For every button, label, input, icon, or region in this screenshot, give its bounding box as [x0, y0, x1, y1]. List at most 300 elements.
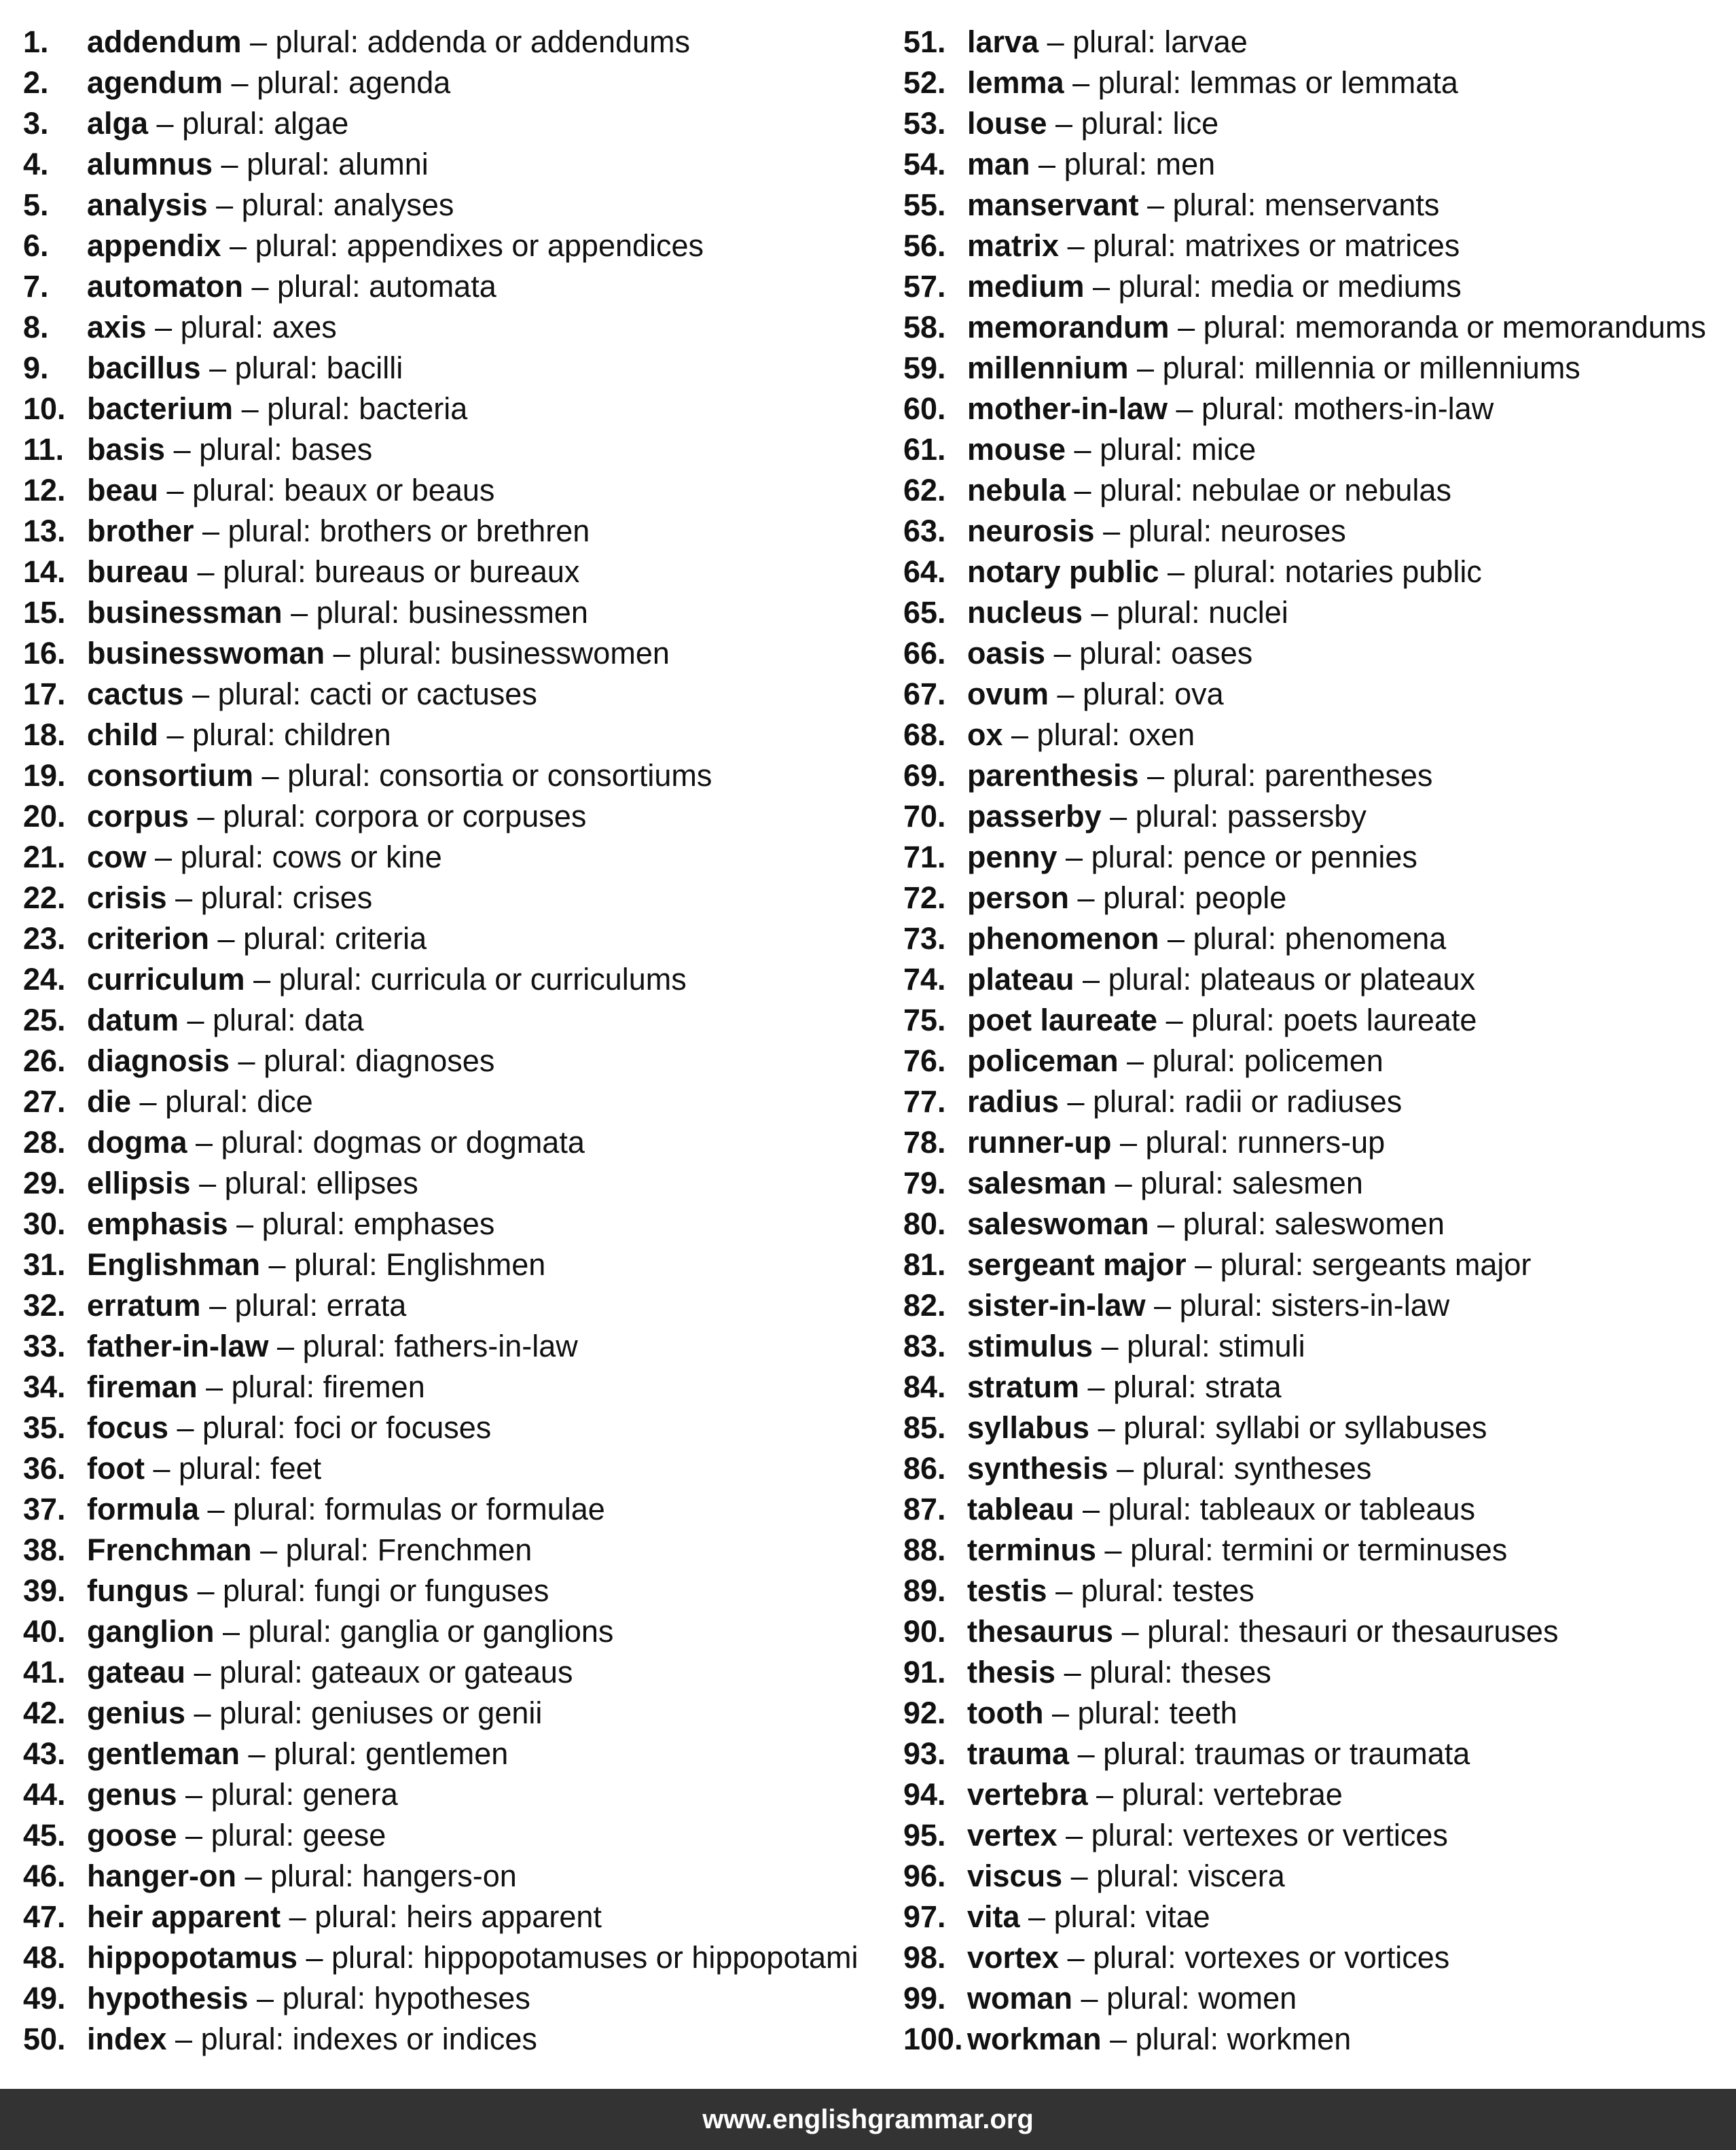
plural-separator: – plural: [1159, 554, 1285, 589]
plural-form: consortia or consortiums [379, 758, 712, 793]
item-text [87, 1489, 605, 1530]
plural-form: bureaus or bureaux [314, 554, 580, 589]
plural-form: testes [1172, 1573, 1254, 1608]
item-number: 8. [23, 310, 49, 344]
plural-form: bases [291, 432, 373, 467]
item-number: 40. [23, 1614, 66, 1649]
plural-form: mice [1191, 432, 1256, 467]
plural-form: radii or radiuses [1185, 1084, 1403, 1119]
list-item [23, 1204, 879, 1244]
plural-form: bacilli [326, 351, 403, 385]
list-item [903, 429, 1736, 470]
list-item [903, 1693, 1736, 1734]
item-number: 95. [903, 1818, 946, 1852]
list-item [23, 1367, 879, 1408]
plural-separator: – plural: [1149, 1206, 1275, 1241]
singular-word: person [967, 880, 1070, 915]
singular-word: dogma [87, 1125, 187, 1160]
item-text [967, 1937, 1449, 1978]
plural-separator: – plural: [166, 2022, 293, 2056]
item-number: 74. [903, 962, 946, 997]
item-text [967, 348, 1580, 389]
item-number: 79. [903, 1166, 946, 1200]
plural-separator: – plural: [1106, 1166, 1233, 1200]
singular-word: child [87, 717, 159, 752]
plural-separator: – plural: [185, 1655, 312, 1689]
singular-word: bacterium [87, 391, 234, 426]
plural-form: runners-up [1237, 1125, 1386, 1160]
plural-separator: – plural: [325, 636, 451, 670]
list-item [23, 1897, 879, 1937]
singular-word: foot [87, 1451, 145, 1486]
list-item [903, 715, 1736, 755]
plural-separator: – plural: [209, 921, 336, 956]
item-number: 63. [903, 514, 946, 548]
plural-separator: – plural: [190, 1166, 317, 1200]
item-number: 76. [903, 1043, 946, 1078]
item-number: 96. [903, 1859, 946, 1893]
singular-word: bacillus [87, 351, 201, 385]
list-item [903, 144, 1736, 185]
item-number: 99. [903, 1981, 946, 2015]
plural-form: algae [274, 106, 349, 141]
list-item [23, 1244, 879, 1285]
list-item [23, 1326, 879, 1367]
plural-separator: – plural: [213, 147, 339, 181]
plural-form: criteria [335, 921, 427, 956]
item-text [87, 1774, 398, 1815]
singular-word: Englishman [87, 1247, 261, 1282]
list-item [23, 1163, 879, 1204]
list-item [23, 348, 879, 389]
plural-form: lemmas or lemmata [1189, 65, 1458, 100]
plural-form: syntheses [1233, 1451, 1372, 1486]
plural-separator: – plural: [1064, 65, 1190, 100]
item-number: 93. [903, 1736, 946, 1771]
singular-word: agendum [87, 65, 223, 100]
item-text [87, 674, 537, 715]
list-item [23, 2019, 879, 2060]
plural-list-left-column [23, 22, 879, 2060]
plural-form: hippopotamuses or hippopotami [423, 1940, 858, 1975]
plural-list-right-column [903, 22, 1736, 2060]
plural-form: memoranda or memorandums [1295, 310, 1706, 344]
item-number: 88. [903, 1533, 946, 1567]
plural-separator: – plural: [1069, 1736, 1195, 1771]
singular-word: thesaurus [967, 1614, 1114, 1649]
plural-separator: – plural: [228, 1206, 354, 1241]
item-text [967, 1285, 1449, 1326]
plural-form: heirs apparent [406, 1899, 602, 1934]
list-item [23, 266, 879, 307]
item-number: 98. [903, 1940, 946, 1975]
singular-word: Frenchman [87, 1533, 252, 1567]
list-item [23, 1937, 879, 1978]
plural-separator: – plural: [1113, 1614, 1240, 1649]
item-text [87, 715, 391, 755]
item-number: 21. [23, 840, 66, 874]
plural-separator: – plural: [214, 1614, 340, 1649]
plural-separator: – plural: [158, 473, 285, 507]
item-text [87, 307, 337, 348]
list-item [23, 144, 879, 185]
item-text [967, 1244, 1531, 1285]
item-text [967, 959, 1475, 1000]
item-number: 2. [23, 65, 49, 100]
item-text [87, 592, 588, 633]
plural-separator: – plural: [168, 1410, 295, 1445]
plural-form: Frenchmen [377, 1533, 532, 1567]
item-number: 23. [23, 921, 66, 956]
item-number: 27. [23, 1084, 66, 1119]
plural-separator: – plural: [1089, 1410, 1216, 1445]
singular-word: focus [87, 1410, 169, 1445]
item-number: 84. [903, 1369, 946, 1404]
item-text [967, 918, 1446, 959]
item-number: 83. [903, 1329, 946, 1363]
item-text [87, 22, 690, 62]
singular-word: heir apparent [87, 1899, 281, 1934]
item-number: 38. [23, 1533, 66, 1567]
item-number: 25. [23, 1003, 66, 1037]
footer-website[interactable]: www.englishgrammar.org [0, 2089, 1736, 2150]
item-text [87, 1571, 549, 1611]
item-number: 5. [23, 187, 49, 222]
singular-word: analysis [87, 187, 208, 222]
item-number: 44. [23, 1777, 66, 1812]
item-text [967, 878, 1286, 918]
list-item [23, 1652, 879, 1693]
plural-form: hypotheses [374, 1981, 530, 2015]
item-number: 51. [903, 24, 946, 59]
item-number: 78. [903, 1125, 946, 1160]
singular-word: criterion [87, 921, 210, 956]
item-number: 15. [23, 595, 66, 630]
list-item [23, 1285, 879, 1326]
item-text [87, 470, 494, 511]
item-number: 77. [903, 1084, 946, 1119]
plural-separator: – plural: [183, 677, 310, 711]
plural-separator: – plural: [158, 717, 285, 752]
list-item [903, 1897, 1736, 1937]
list-item [903, 307, 1736, 348]
singular-word: tableau [967, 1492, 1074, 1526]
plural-separator: – plural: [243, 269, 369, 304]
item-number: 87. [903, 1492, 946, 1526]
list-item [23, 389, 879, 429]
plural-separator: – plural: [268, 1329, 395, 1363]
item-number: 29. [23, 1166, 66, 1200]
item-number: 14. [23, 554, 66, 589]
item-text [87, 1367, 425, 1408]
list-item [23, 1489, 879, 1530]
plural-separator: – plural: [1019, 1899, 1146, 1934]
plural-separator: – plural: [1157, 1003, 1284, 1037]
list-item [23, 1693, 879, 1734]
plural-form: strata [1205, 1369, 1282, 1404]
item-number: 31. [23, 1247, 66, 1282]
list-item [903, 959, 1736, 1000]
plural-form: genera [302, 1777, 398, 1812]
list-item [23, 796, 879, 837]
item-number: 20. [23, 799, 66, 834]
item-text [967, 1774, 1343, 1815]
list-item [903, 1571, 1736, 1611]
list-item [23, 185, 879, 226]
singular-word: vita [967, 1899, 1020, 1934]
singular-word: gateau [87, 1655, 186, 1689]
singular-word: father-in-law [87, 1329, 269, 1363]
list-item [903, 1122, 1736, 1163]
singular-word: ganglion [87, 1614, 215, 1649]
plural-form: crises [292, 880, 373, 915]
singular-word: alga [87, 106, 149, 141]
item-number: 39. [23, 1573, 66, 1608]
plural-form: women [1198, 1981, 1297, 2015]
item-text [87, 755, 712, 796]
plural-separator: – plural: [1057, 840, 1183, 874]
list-item [903, 511, 1736, 552]
plural-form: neuroses [1220, 514, 1346, 548]
item-text [967, 592, 1288, 633]
item-text [967, 1856, 1285, 1897]
item-text [967, 633, 1252, 674]
plural-separator: – plural: [1083, 595, 1209, 630]
plural-separator: – plural: [144, 1451, 271, 1486]
item-number: 47. [23, 1899, 66, 1934]
list-item [23, 22, 879, 62]
plural-separator: – plural: [200, 1288, 327, 1323]
item-number: 81. [903, 1247, 946, 1282]
plural-form: men [1155, 147, 1216, 181]
plural-form: traumas or traumata [1195, 1736, 1470, 1771]
singular-word: datum [87, 1003, 179, 1037]
item-text [87, 1815, 386, 1856]
list-item [23, 1856, 879, 1897]
plural-form: workmen [1227, 2022, 1352, 2056]
singular-word: runner-up [967, 1125, 1112, 1160]
plural-form: millennia or millenniums [1254, 351, 1580, 385]
plural-form: notaries public [1284, 554, 1482, 589]
plural-form: cows or kine [272, 840, 442, 874]
plural-separator: – plural: [241, 24, 367, 59]
plural-form: errata [326, 1288, 407, 1323]
singular-word: neurosis [967, 514, 1095, 548]
list-item [903, 1081, 1736, 1122]
singular-word: emphasis [87, 1206, 228, 1241]
plural-form: corpora or corpuses [314, 799, 587, 834]
item-number: 17. [23, 677, 66, 711]
item-text [87, 1856, 517, 1897]
item-number: 19. [23, 758, 66, 793]
singular-word: mother-in-law [967, 391, 1168, 426]
plural-separator: – plural: [1072, 1981, 1199, 2015]
plural-separator: – plural: [1059, 1084, 1185, 1119]
singular-word: axis [87, 310, 147, 344]
list-item [23, 62, 879, 103]
singular-word: oasis [967, 636, 1046, 670]
item-text [967, 715, 1195, 755]
list-item [903, 2019, 1736, 2060]
plural-separator: – plural: [282, 595, 408, 630]
item-number: 52. [903, 65, 946, 100]
plural-form: analyses [333, 187, 454, 222]
singular-word: radius [967, 1084, 1060, 1119]
item-text [87, 144, 429, 185]
plural-form: phenomena [1284, 921, 1447, 956]
singular-word: nebula [967, 473, 1066, 507]
item-number: 35. [23, 1410, 66, 1445]
plural-form: nuclei [1208, 595, 1288, 630]
plural-separator: – plural: [1138, 758, 1265, 793]
singular-word: automaton [87, 269, 243, 304]
item-text [967, 1652, 1271, 1693]
list-item [903, 1408, 1736, 1448]
plural-separator: – plural: [1045, 636, 1172, 670]
singular-word: policeman [967, 1043, 1119, 1078]
item-text [87, 1897, 602, 1937]
singular-word: corpus [87, 799, 189, 834]
plural-form: stimuli [1218, 1329, 1305, 1363]
item-text [967, 389, 1494, 429]
singular-word: hanger-on [87, 1859, 236, 1893]
list-item [903, 1489, 1736, 1530]
list-item [903, 103, 1736, 144]
list-item [23, 1530, 879, 1571]
item-number: 61. [903, 432, 946, 467]
list-item [23, 1081, 879, 1122]
plural-form: media or mediums [1210, 269, 1462, 304]
plural-separator: – plural: [221, 228, 347, 263]
singular-word: trauma [967, 1736, 1070, 1771]
singular-word: manservant [967, 187, 1139, 222]
list-item [903, 226, 1736, 266]
singular-word: stratum [967, 1369, 1080, 1404]
list-item [903, 755, 1736, 796]
plural-form: addenda or addendums [367, 24, 691, 59]
singular-word: fungus [87, 1573, 189, 1608]
item-number: 37. [23, 1492, 66, 1526]
item-number: 3. [23, 106, 49, 141]
plural-form: menservants [1264, 187, 1440, 222]
list-item [23, 1815, 879, 1856]
singular-word: vertebra [967, 1777, 1088, 1812]
item-text [87, 1204, 494, 1244]
list-item [903, 674, 1736, 715]
plural-separator: – plural: [1138, 187, 1265, 222]
item-text [87, 1000, 364, 1041]
item-text [87, 552, 579, 592]
plural-form: poets laureate [1283, 1003, 1477, 1037]
plural-separator: – plural: [1118, 1043, 1244, 1078]
plural-form: businesswomen [450, 636, 670, 670]
item-number: 30. [23, 1206, 66, 1241]
item-number: 92. [903, 1696, 946, 1730]
item-text [87, 959, 687, 1000]
plural-separator: – plural: [166, 880, 293, 915]
item-text [87, 1611, 613, 1652]
list-item [903, 1937, 1736, 1978]
list-item [903, 592, 1736, 633]
item-number: 46. [23, 1859, 66, 1893]
singular-word: cow [87, 840, 147, 874]
list-item [903, 348, 1736, 389]
item-number: 42. [23, 1696, 66, 1730]
singular-word: memorandum [967, 310, 1170, 344]
plural-form: fungi or funguses [314, 1573, 549, 1608]
list-item [23, 1774, 879, 1815]
plural-separator: – plural: [1057, 1818, 1183, 1852]
list-item [903, 62, 1736, 103]
plural-separator: – plural: [189, 799, 315, 834]
singular-word: man [967, 147, 1030, 181]
item-number: 100. [903, 2022, 963, 2056]
singular-word: ovum [967, 677, 1049, 711]
singular-word: sergeant major [967, 1247, 1187, 1282]
list-item [903, 1734, 1736, 1774]
item-text [967, 62, 1458, 103]
item-text [967, 1163, 1363, 1204]
item-text [967, 429, 1256, 470]
item-number: 4. [23, 147, 49, 181]
item-text [967, 103, 1218, 144]
list-item [903, 1367, 1736, 1408]
list-item [23, 307, 879, 348]
singular-word: plateau [967, 962, 1074, 997]
singular-word: ox [967, 717, 1003, 752]
list-item [903, 266, 1736, 307]
item-number: 91. [903, 1655, 946, 1689]
singular-word: passerby [967, 799, 1102, 834]
plural-separator: – plural: [185, 1696, 312, 1730]
item-text [967, 2019, 1351, 2060]
plural-form: pence or pennies [1182, 840, 1417, 874]
item-text [87, 1530, 532, 1571]
plural-form: vertexes or vertices [1182, 1818, 1448, 1852]
item-number: 36. [23, 1451, 66, 1486]
singular-word: nucleus [967, 595, 1083, 630]
singular-word: medium [967, 269, 1085, 304]
singular-word: bureau [87, 554, 189, 589]
item-text [87, 1244, 545, 1285]
plural-form: businessmen [408, 595, 588, 630]
singular-word: hippopotamus [87, 1940, 297, 1975]
list-item [903, 1611, 1736, 1652]
plural-separator: – plural: [260, 1247, 386, 1282]
plural-separator: – plural: [187, 1125, 313, 1160]
plural-form: data [304, 1003, 364, 1037]
list-item [23, 1734, 879, 1774]
plural-form: appendixes or appendices [346, 228, 704, 263]
list-item [23, 1611, 879, 1652]
singular-word: addendum [87, 24, 242, 59]
item-text [87, 2019, 537, 2060]
singular-word: phenomenon [967, 921, 1159, 956]
item-text [967, 266, 1462, 307]
list-item [23, 470, 879, 511]
list-item [903, 918, 1736, 959]
singular-word: curriculum [87, 962, 245, 997]
plural-separator: – plural: [223, 65, 349, 100]
plural-separator: – plural: [297, 1940, 424, 1975]
item-text [967, 226, 1460, 266]
singular-word: millennium [967, 351, 1129, 385]
plural-form: curricula or curriculums [370, 962, 687, 997]
item-number: 90. [903, 1614, 946, 1649]
plural-separator: – plural: [1038, 24, 1165, 59]
plural-form: formulas or formulae [325, 1492, 605, 1526]
list-item [903, 1815, 1736, 1856]
